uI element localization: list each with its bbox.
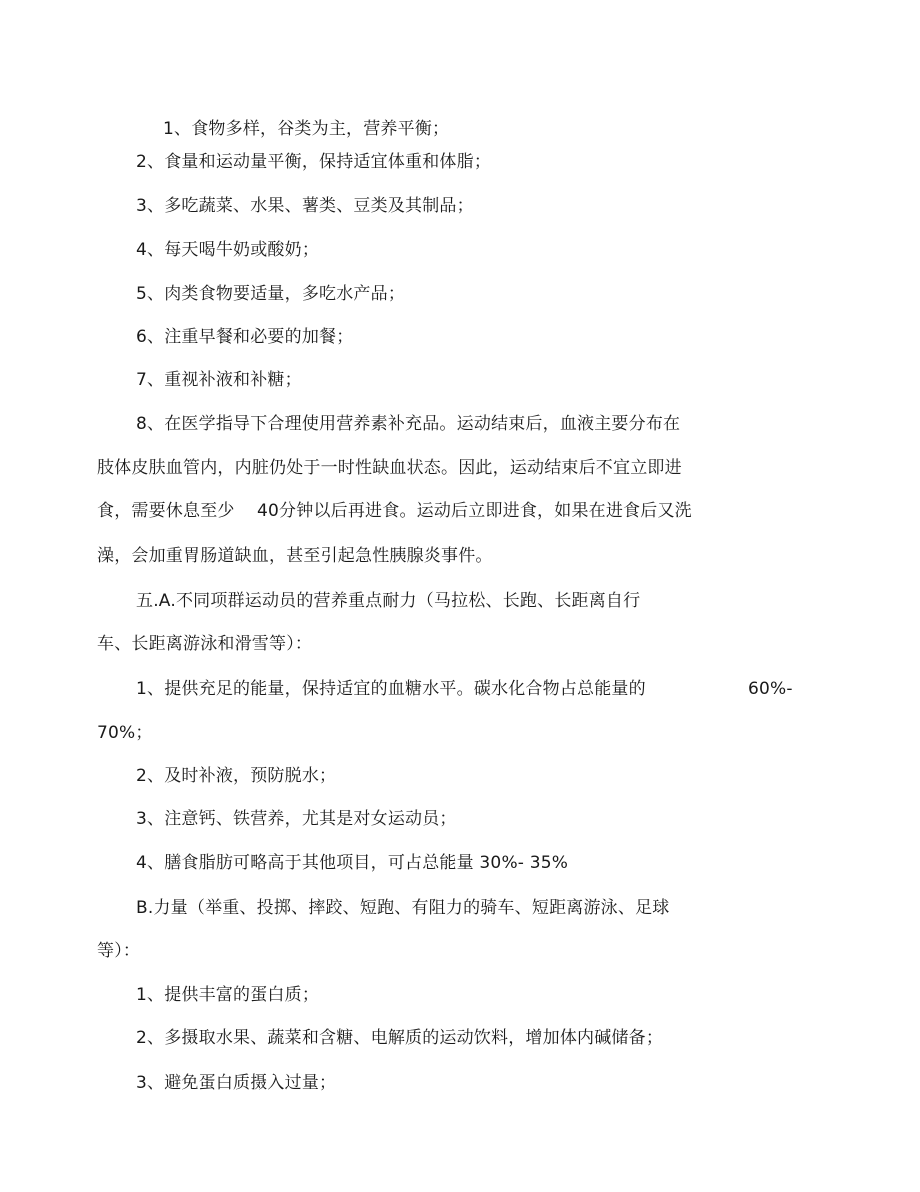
text-line-11: 澡，会加重胃肠道缺血，甚至引起急性胰腺炎事件。 (97, 546, 493, 566)
text-line-13: 车、长距离游泳和滑雪等）： (97, 634, 313, 654)
text-line-17: 3、注意钙、铁营养，尤其是对女运动员； (136, 809, 457, 829)
text-line-14-percent: 60%- (748, 679, 793, 699)
text-line-21: 1、提供丰富的蛋白质； (136, 985, 320, 1005)
text-line-16: 2、及时补液，预防脱水； (136, 766, 337, 786)
text-line-20: 等）： (97, 941, 141, 961)
text-line-12: 五.A.不同项群运动员的营养重点耐力（马拉松、长跑、长距离自行 (136, 591, 641, 611)
text-line-1: 1、食物多样，谷类为主，营养平衡； (163, 119, 450, 139)
text-line-4: 4、每天喝牛奶或酸奶； (136, 240, 320, 260)
text-line-8: 8、在医学指导下合理使用营养素补充品。运动结束后，血液主要分布在 (136, 414, 681, 434)
text-line-2: 2、食量和运动量平衡，保持适宜体重和体脂； (136, 152, 492, 172)
text-line-15: 70%； (97, 723, 153, 743)
text-line-23: 3、避免蛋白质摄入过量； (136, 1073, 337, 1093)
text-line-3: 3、多吃蔬菜、水果、薯类、豆类及其制品； (136, 196, 474, 216)
text-line-9: 肢体皮肤血管内，内脏仍处于一时性缺血状态。因此，运动结束后不宜立即进 (97, 458, 682, 478)
text-line-18: 4、膳食脂肪可略高于其他项目，可占总能量 30%- 35% (136, 853, 569, 873)
text-line-22: 2、多摄取水果、蔬菜和含糖、电解质的运动饮料，增加体内碱储备； (136, 1028, 664, 1048)
text-line-5: 5、肉类食物要适量，多吃水产品； (136, 284, 406, 304)
text-line-19: B.力量（举重、投掷、摔跤、短跑、有阻力的骑车、短距离游泳、足球 (136, 898, 670, 918)
text-line-10: 食，需要休息至少 40分钟以后再进食。运动后立即进食，如果在进食后又洗 (97, 501, 692, 521)
text-line-6: 6、注重早餐和必要的加餐； (136, 327, 354, 347)
text-line-7: 7、重视补液和补糖； (136, 370, 302, 390)
text-line-14: 1、提供充足的能量，保持适宜的血糖水平。碳水化合物占总能量的 (136, 679, 646, 699)
